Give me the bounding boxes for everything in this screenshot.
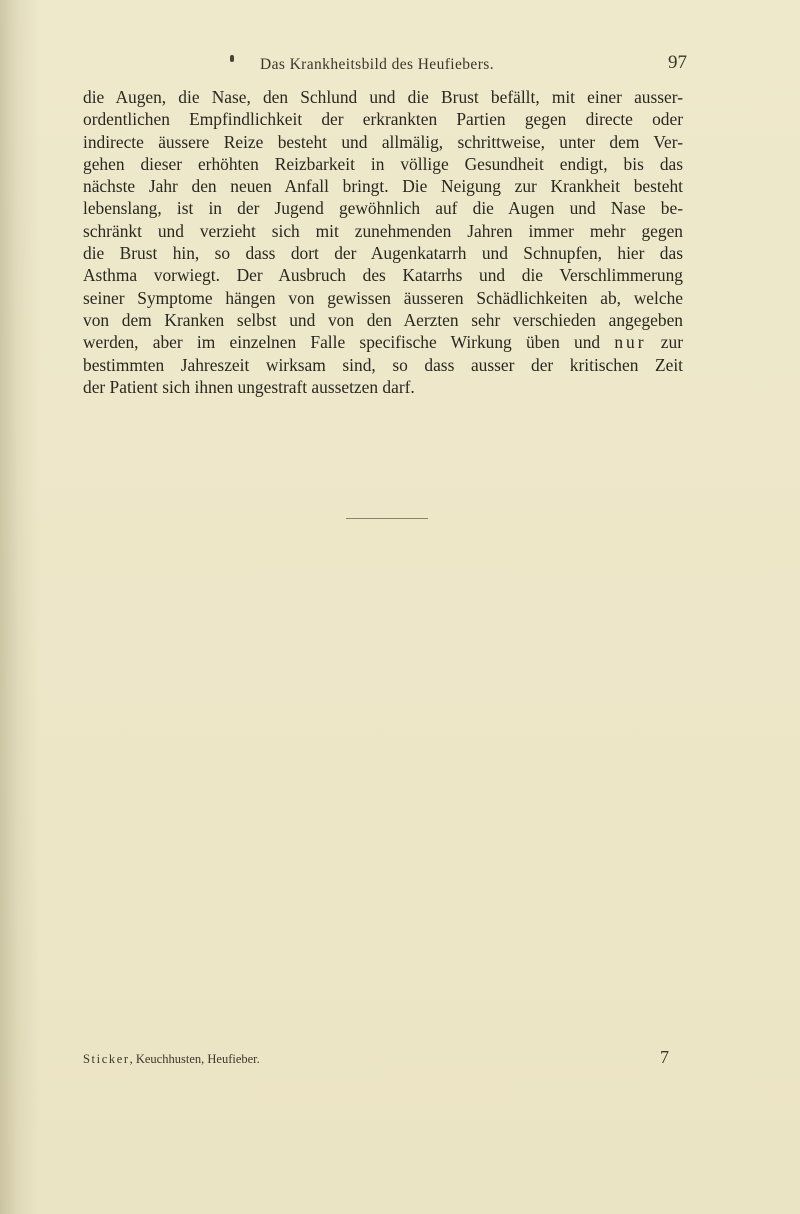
footer-author: Sticker xyxy=(83,1052,130,1066)
text-segment: werden, aber im einzelnen Falle specifische Wirkung üben und xyxy=(83,332,615,353)
running-head: Das Krankheitsbild des Heufiebers. xyxy=(260,56,494,73)
body-paragraph xyxy=(83,86,683,398)
footer-imprint xyxy=(83,1052,260,1067)
signature-mark: 7 xyxy=(660,1047,669,1067)
text-line: lebenslang, ist in der Jugend gewöhnlich auf die Augen und Nase be- xyxy=(83,198,683,219)
text-segment: zur xyxy=(646,332,683,353)
text-line: bestimmten Jahreszeit wirksam sind, so dass ausser der kritischen Zeit xyxy=(83,354,683,375)
text-line: Asthma vorwiegt. Der Ausbruch des Katarrhs und die Verschlimmerung xyxy=(83,265,683,286)
text-line: gehen dieser erhöhten Reizbarkeit in völlige Gesundheit endigt, bis das xyxy=(83,153,683,174)
text-line: indirecte äussere Reize besteht und allmälig, schrittweise, unter dem Ver- xyxy=(83,131,683,152)
text-line: ordentlichen Empfindlichkeit der erkrankten Partien gegen directe oder xyxy=(83,109,683,130)
text-line: seiner Symptome hängen von gewissen äusseren Schädlichkeiten ab, welche xyxy=(83,287,683,308)
ink-dot xyxy=(230,55,234,62)
text-line xyxy=(83,331,683,353)
emphasis-text: nur xyxy=(614,332,647,353)
text-line-last: der Patient sich ihnen ungestraft aussetzen darf. xyxy=(83,376,415,397)
text-line: die Augen, die Nase, den Schlund und die Brust befällt, mit einer ausser- xyxy=(83,87,683,107)
section-divider xyxy=(346,518,428,519)
text-line: schränkt und verzieht sich mit zunehmenden Jahren immer mehr gegen xyxy=(83,220,683,241)
text-line: nächste Jahr den neuen Anfall bringt. Die Neigung zur Krankheit besteht xyxy=(83,176,683,197)
page-number: 97 xyxy=(668,52,687,73)
text-line: die Brust hin, so dass dort der Augenkatarrh und Schnupfen, hier das xyxy=(83,243,683,264)
footer-work: , Keuchhusten, Heufieber. xyxy=(129,1052,260,1066)
text-line: von dem Kranken selbst und von den Aerzten sehr verschieden angegeben xyxy=(83,309,683,330)
